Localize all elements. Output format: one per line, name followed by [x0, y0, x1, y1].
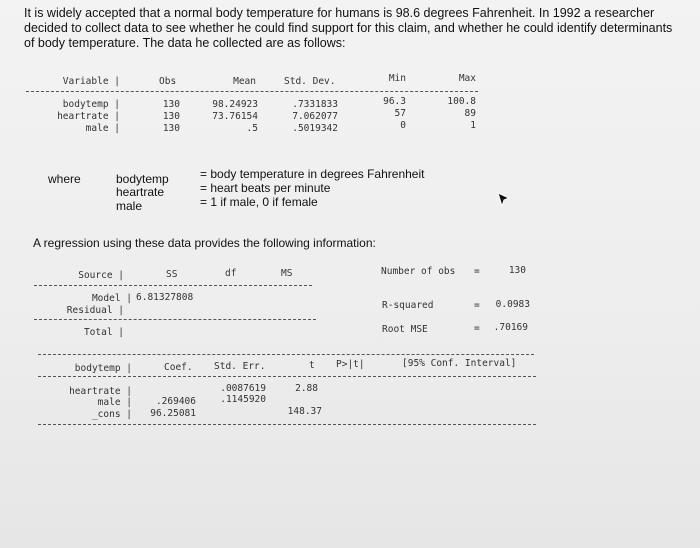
summary-row-mean: 98.24923: [212, 99, 258, 110]
summary-row-max: 1: [470, 120, 476, 131]
nobs-label: Number of obs: [381, 266, 456, 277]
coef-bottom-rule: [38, 424, 536, 425]
coef-header-dep: bodytemp |: [74, 363, 132, 374]
summary-row-mean: 73.76154: [212, 111, 258, 122]
coef-row-var: heartrate |: [69, 386, 132, 397]
summary-header-mean: Mean: [233, 76, 256, 87]
coef-row-se: .1145920: [220, 394, 266, 405]
summary-row-max: 100.8: [447, 96, 476, 107]
summary-row-sd: 7.062077: [292, 111, 338, 122]
anova-header-ms: MS: [281, 268, 293, 279]
summary-row-min: 96.3: [383, 96, 406, 107]
anova-model-label: Model |: [91, 293, 132, 304]
def-name: male: [116, 199, 143, 213]
anova-residual-label: Residual |: [66, 305, 124, 316]
nobs-value: 130: [508, 265, 526, 276]
coef-row-coef: 96.25081: [150, 408, 196, 419]
coef-header-ci: [95% Conf. Interval]: [402, 358, 517, 369]
summary-row-min: 57: [394, 108, 406, 119]
def-desc: = body temperature in degrees Fahrenheit: [200, 167, 425, 181]
summary-row-obs: 130: [162, 111, 180, 122]
coef-row-t: 148.37: [287, 406, 322, 417]
summary-header-max: Max: [458, 73, 476, 84]
coef-row-t: 2.88: [295, 383, 318, 394]
regression-intro: A regression using these data provides the following information:: [33, 236, 376, 250]
rmse-value: .70169: [493, 322, 528, 333]
nobs-eq: =: [474, 266, 480, 277]
coef-header-p: P>|t|: [336, 359, 365, 370]
coef-row-coef: .269406: [155, 396, 196, 407]
r2-label: R-squared: [382, 300, 434, 311]
r2-value: 0.0983: [495, 299, 530, 310]
mouse-pointer-icon: [497, 192, 511, 213]
def-desc: = heart beats per minute: [200, 181, 331, 195]
summary-row-var: male |: [85, 123, 120, 134]
r2-eq: =: [474, 300, 480, 311]
rmse-eq: =: [474, 323, 480, 334]
summary-row-var: heartrate |: [57, 111, 120, 122]
summary-row-var: bodytemp |: [62, 99, 120, 110]
summary-row-max: 89: [464, 108, 476, 119]
coef-header-coef: Coef.: [164, 362, 193, 373]
coef-header-se: Std. Err.: [214, 361, 266, 372]
anova-divider: [34, 319, 316, 320]
summary-divider: [26, 91, 478, 92]
def-name: bodytemp: [116, 172, 169, 186]
coef-header-t: t: [309, 360, 315, 371]
summary-row-mean: .5: [246, 123, 258, 134]
anova-header-source: Source |: [78, 270, 124, 281]
coef-row-var: _cons |: [91, 409, 132, 420]
coef-row-var: male |: [97, 397, 132, 408]
coef-row-se: .0087619: [220, 383, 266, 394]
def-name: heartrate: [116, 185, 165, 199]
coef-top-rule: [38, 354, 534, 355]
summary-header-variable: Variable |: [62, 76, 120, 87]
def-desc: = 1 if male, 0 if female: [200, 195, 318, 209]
coef-divider: [38, 376, 536, 377]
summary-row-obs: 130: [162, 99, 180, 110]
summary-row-obs: 130: [162, 123, 180, 134]
anova-model-ss: 6.81327808: [136, 292, 194, 303]
summary-header-min: Min: [388, 73, 406, 84]
anova-total-label: Total |: [83, 327, 124, 338]
summary-row-sd: .7331833: [292, 99, 338, 110]
summary-row-min: 0: [400, 120, 406, 131]
summary-row-sd: .5019342: [292, 123, 338, 134]
intro-paragraph: It is widely accepted that a normal body temperature for humans is 98.6 degrees Fahrenheit. In 1992 a researcher decided to collect data to see whether he could find support for this claim, and whether he could identify determinants of body temperature. The data he collected are as follows:: [24, 6, 673, 50]
where-label: where: [48, 172, 81, 186]
anova-divider: [34, 285, 312, 286]
anova-header-df: df: [225, 268, 237, 279]
summary-header-sd: Std. Dev.: [284, 76, 336, 87]
summary-header-obs: Obs: [159, 76, 177, 87]
anova-header-ss: SS: [166, 269, 178, 280]
rmse-label: Root MSE: [382, 324, 428, 335]
